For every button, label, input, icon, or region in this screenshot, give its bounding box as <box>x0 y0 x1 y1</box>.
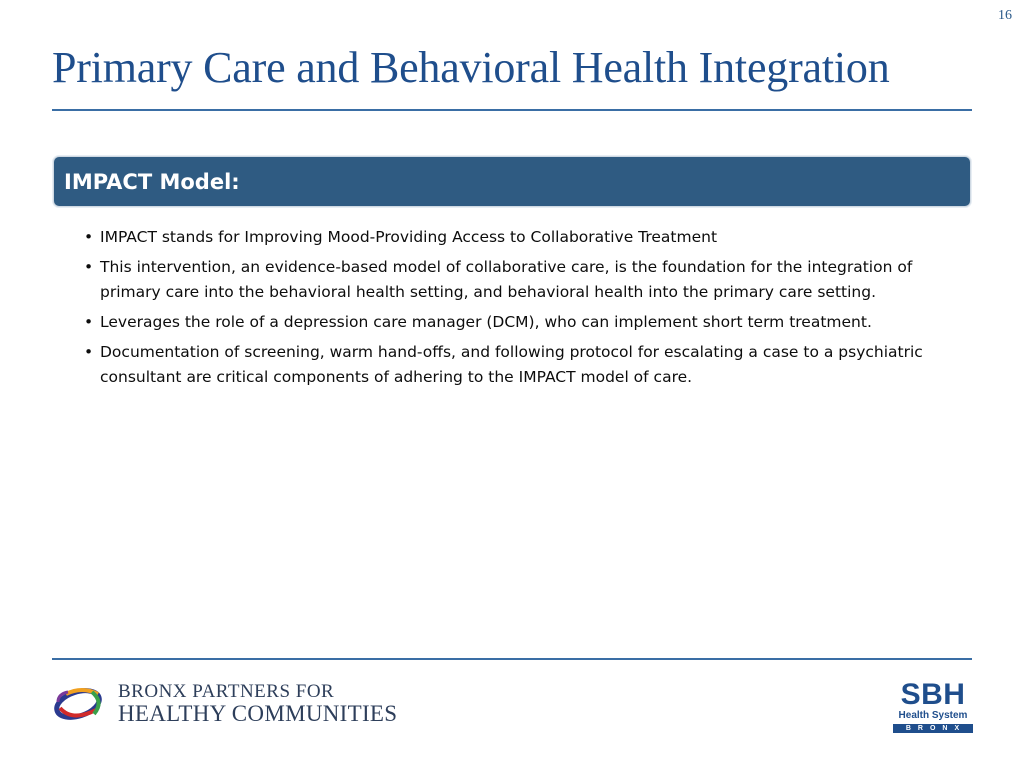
bronx-partners-logo <box>52 680 397 728</box>
sbh-health-system-logo <box>893 680 973 730</box>
page-number: 16 <box>998 8 1012 23</box>
sbh-logo-main: SBH <box>900 678 966 711</box>
bullet-item: • IMPACT stands for Improving Mood-Providing Access to Collaborative Treatment <box>84 225 974 250</box>
bullet-item: • This intervention, an evidence-based model of collaborative care, is the foundation for the integration of primary care into the behavioral health setting, and behavioral health into the primary care setting. <box>84 255 974 305</box>
sbh-logo-subtitle: Health System <box>898 710 968 721</box>
footer-divider <box>52 658 972 660</box>
bullet-item: • Documentation of screening, warm hand-offs, and following protocol for escalating a case to a psychiatric consultant are critical components of adhering to the IMPACT model of care. <box>84 340 974 390</box>
title-divider <box>52 109 972 111</box>
slide-title: Primary Care and Behavioral Health Integration <box>52 43 890 92</box>
logo-text-line2: HEALTHY COMMUNITIES <box>118 701 398 726</box>
logo-text-line1: BRONX PARTNERS FOR <box>118 681 335 702</box>
section-header-box <box>53 156 971 207</box>
bullet-list <box>84 225 974 395</box>
section-header-label: IMPACT Model: <box>64 169 240 194</box>
sbh-logo-bar: BRONX <box>893 724 973 733</box>
swirl-logo-icon <box>52 682 108 726</box>
bullet-item: • Leverages the role of a depression care manager (DCM), who can implement short term treatment. <box>84 310 974 335</box>
